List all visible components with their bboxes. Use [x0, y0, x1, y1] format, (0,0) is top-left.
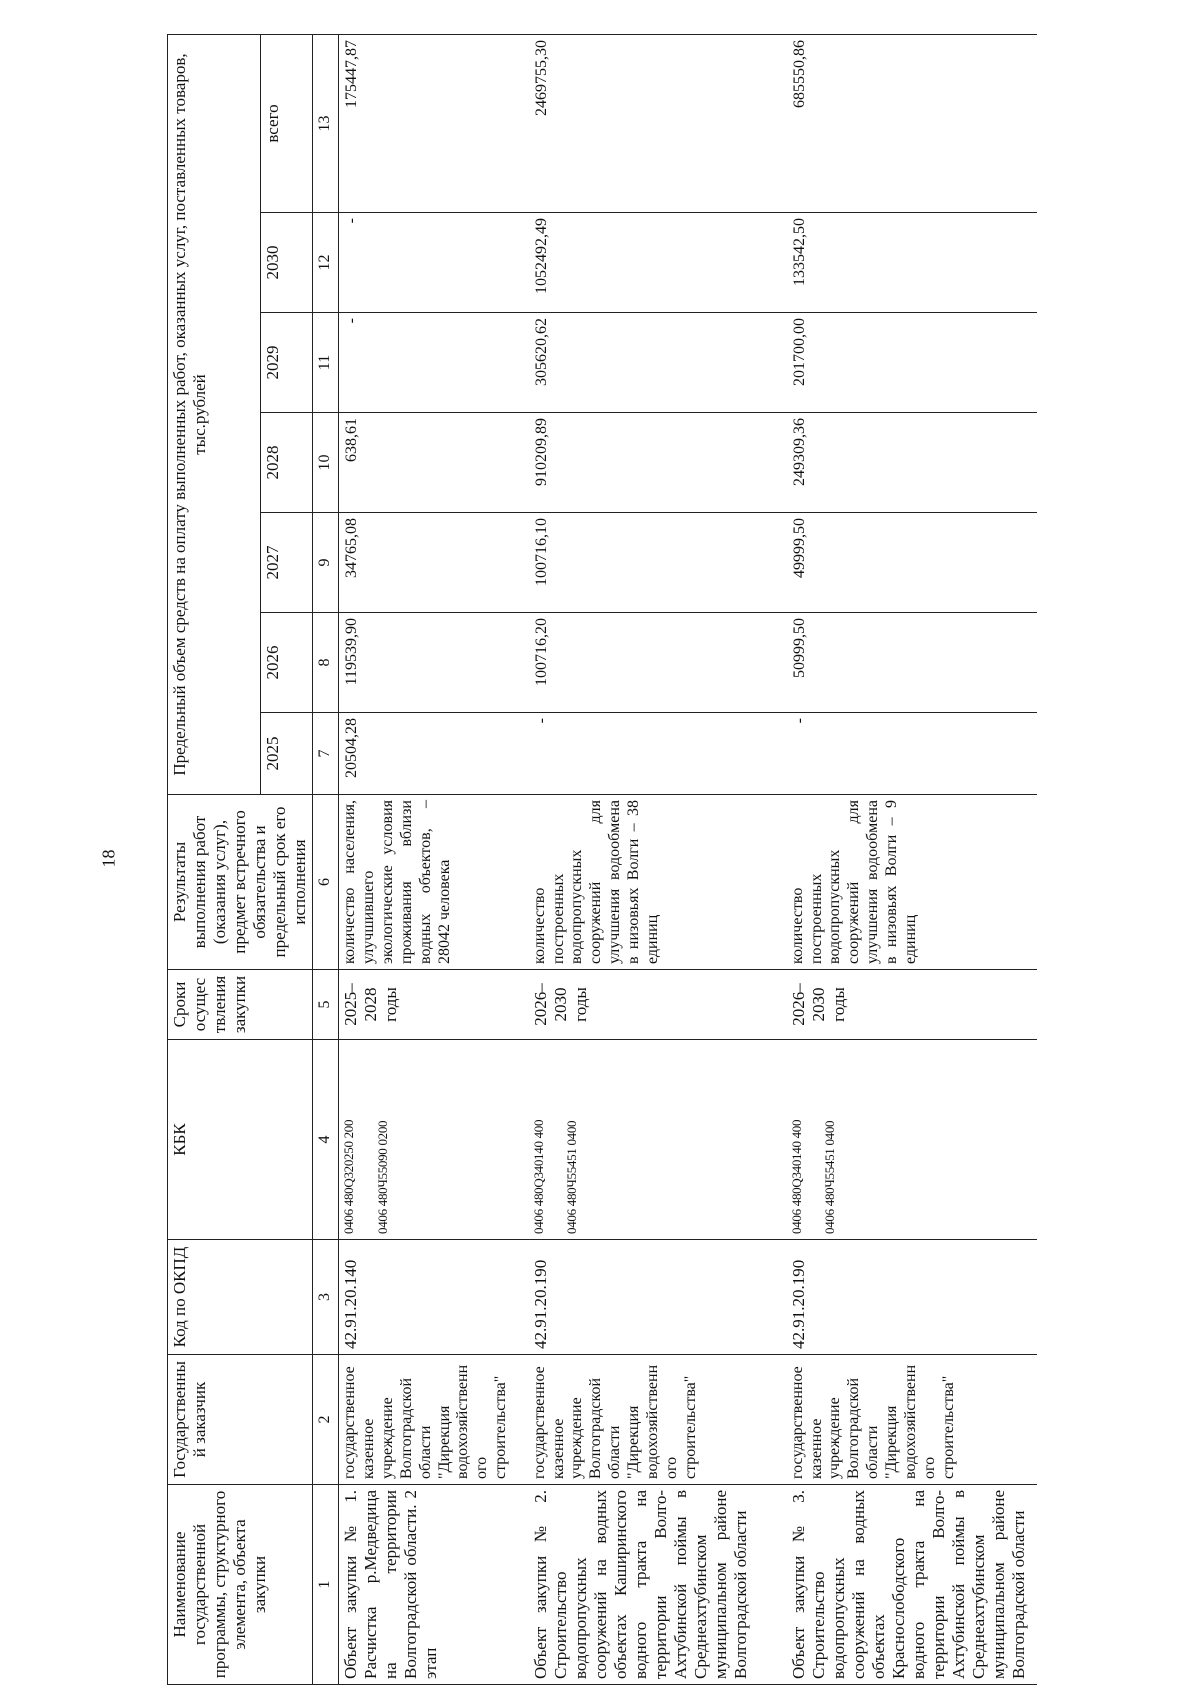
header-year-2030: 2030	[261, 213, 313, 313]
column-number-row	[313, 34, 339, 1684]
result: количество построенных водопропускных сооружений для улучшения водообмена в низовьях Волги – 38 единиц	[529, 795, 787, 970]
rotated-table-container	[167, 35, 1037, 1685]
kbk-code: 0406 480Q340140 400	[788, 1119, 804, 1234]
header-result: Результаты выполнения работ (оказания услуг), предмет встречного обязательства и предельный срок его исполнения	[168, 795, 313, 970]
column-number: 4	[313, 1040, 339, 1240]
value-2025: -	[787, 713, 1037, 795]
header-total: всего	[261, 34, 313, 212]
header-okpd: Код по ОКПД	[168, 1240, 313, 1355]
okpd-code: 42.91.20.190	[529, 1240, 787, 1355]
procurement-table	[167, 34, 1037, 1685]
object-name: Объект закупки № 3. Строительство водопропускных сооружений на водных объектах Краснослободского водного тракта на территории Волго-Ахтубинской поймы в Среднеахтубинском муниципальном районе Волгоградской области	[787, 1485, 1037, 1685]
header-year-2029: 2029	[261, 313, 313, 413]
value-2028: 249309,36	[787, 413, 1037, 513]
kbk-code: 0406 480Q320250 200	[341, 1119, 357, 1234]
table-row	[529, 34, 787, 1684]
header-year-2028: 2028	[261, 413, 313, 513]
column-number: 5	[313, 970, 339, 1040]
object-name: Объект закупки № 1. Расчистка р.Медведица на территории Волгоградской области. 2 этап	[339, 1485, 529, 1685]
value-2030: 1052492,49	[529, 213, 787, 313]
value-2026: 100716,20	[529, 613, 787, 713]
value-2027: 100716,10	[529, 513, 787, 613]
column-number: 7	[313, 713, 339, 795]
column-number: 6	[313, 795, 339, 970]
value-2029: -	[339, 313, 529, 413]
result: количество населения, улучшившего экологические условия проживания вблизи водных объектов, – 28042 человека	[339, 795, 529, 970]
header-year-2027: 2027	[261, 513, 313, 613]
customer: государственное казенное учреждение Волгоградской области "Дирекция водохозяйственного строительства"	[787, 1355, 1037, 1485]
value-2026: 50999,50	[787, 613, 1037, 713]
header-customer: Государственный заказчик	[168, 1355, 313, 1485]
column-number: 13	[313, 34, 339, 212]
column-number: 9	[313, 513, 339, 613]
value-2025: -	[529, 713, 787, 795]
value-2029: 201700,00	[787, 313, 1037, 413]
result: количество построенных водопропускных сооружений для улучшения водообмена в низовьях Волги – 9 единиц	[787, 795, 1037, 970]
value-total: 2469755,30	[529, 34, 787, 212]
okpd-code: 42.91.20.190	[787, 1240, 1037, 1355]
kbk-code: 0406 480Q340140 400	[530, 1119, 546, 1234]
table-row	[339, 34, 529, 1684]
table-row	[787, 34, 1037, 1684]
column-number: 8	[313, 613, 339, 713]
column-number: 2	[313, 1355, 339, 1485]
value-2030: 133542,50	[787, 213, 1037, 313]
kbk-code: 0406 480Ч55451 0400	[564, 1120, 580, 1234]
column-number: 1	[313, 1485, 339, 1685]
term: 2026–2030 годы	[787, 970, 1037, 1040]
kbk-code: 0406 480Ч55451 0400	[822, 1120, 838, 1234]
column-number: 10	[313, 413, 339, 513]
header-term: Сроки осуществления закупки	[168, 970, 313, 1040]
customer: государственное казенное учреждение Волгоградской области "Дирекция водохозяйственного строительства"	[339, 1355, 529, 1485]
kbk-codes	[339, 1040, 529, 1240]
term: 2026–2030 годы	[529, 970, 787, 1040]
header-row-1	[168, 34, 261, 1684]
value-2028: 910209,89	[529, 413, 787, 513]
customer: государственное казенное учреждение Волгоградской области "Дирекция водохозяйственного строительства"	[529, 1355, 787, 1485]
kbk-codes	[787, 1040, 1037, 1240]
value-2026: 119539,90	[339, 613, 529, 713]
object-name: Объект закупки № 2. Строительство водопропускных сооружений на водных объектах Каширинского водного тракта на территории Волго-Ахтубинской поймы в Среднеахтубинском муниципальном районе Волгоградской области	[529, 1485, 787, 1685]
value-2029: 305620,62	[529, 313, 787, 413]
column-number: 12	[313, 213, 339, 313]
value-2027: 49999,50	[787, 513, 1037, 613]
header-funding-group: Предельный объем средств на оплату выполненных работ, оказанных услуг, поставленных товаров, тыс.рублей	[168, 34, 261, 794]
value-2028: 638,61	[339, 413, 529, 513]
kbk-codes	[529, 1040, 787, 1240]
header-year-2025: 2025	[261, 713, 313, 795]
column-number: 3	[313, 1240, 339, 1355]
value-2025: 20504,28	[339, 713, 529, 795]
value-2030: -	[339, 213, 529, 313]
column-number: 11	[313, 313, 339, 413]
header-kbk: КБК	[168, 1040, 313, 1240]
header-name: Наименование государственной программы, структурного элемента, объекта закупки	[168, 1485, 313, 1685]
term: 2025–2028 годы	[339, 970, 529, 1040]
value-total: 685550,86	[787, 34, 1037, 212]
kbk-code: 0406 480Ч55090 0200	[374, 1120, 390, 1234]
header-year-2026: 2026	[261, 613, 313, 713]
page-number: 18	[98, 849, 119, 868]
okpd-code: 42.91.20.140	[339, 1240, 529, 1355]
value-2027: 34765,08	[339, 513, 529, 613]
value-total: 175447,87	[339, 34, 529, 212]
